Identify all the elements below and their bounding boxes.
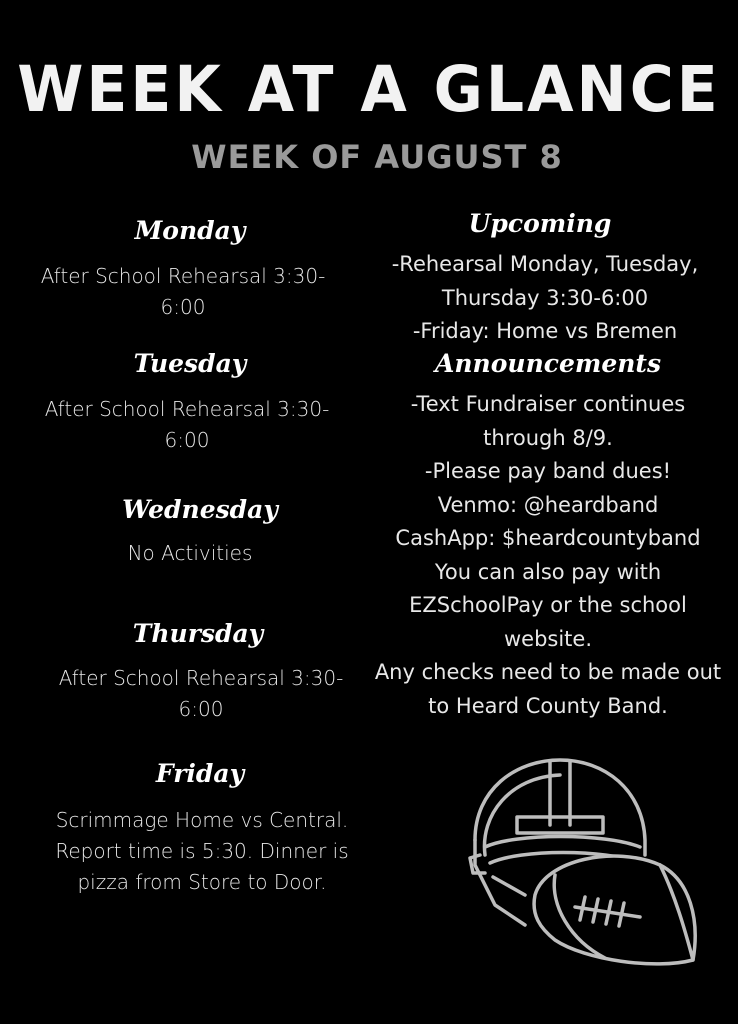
announcement-line: website. — [503, 626, 593, 651]
day-heading-thursday: Thursday — [132, 619, 264, 648]
day-detail-friday: Scrimmage Home vs Central. Report time is 5:30. Dinner is pizza from Store to Door. — [55, 808, 349, 894]
upcoming-heading: Upcoming — [468, 209, 612, 238]
day-heading-wednesday: Wednesday — [122, 495, 278, 524]
announcements-list — [363, 388, 733, 723]
upcoming-line: -Friday: Home vs Bremen — [412, 319, 678, 343]
upcoming-line: Thursday 3:30-6:00 — [441, 285, 649, 310]
announcement-line: CashApp: $heardcountyband — [395, 526, 701, 550]
announcement-line: to Heard County Band. — [428, 693, 668, 718]
football-helmet-icon — [455, 755, 705, 970]
upcoming-line: -Rehearsal Monday, Tuesday, — [391, 252, 699, 276]
day-detail-wednesday: No Activities — [127, 541, 253, 565]
day-detail-thursday: After School Rehearsal 3:30-6:00 — [58, 666, 344, 721]
upcoming-list — [360, 248, 730, 349]
announcement-line: -Please pay band dues! — [424, 459, 672, 483]
day-detail-monday: After School Rehearsal 3:30-6:00 — [40, 264, 326, 319]
announcement-line: Venmo: @heardband — [437, 492, 659, 517]
page-subtitle: WEEK OF AUGUST 8 — [191, 138, 563, 176]
announcements-heading: Announcements — [434, 349, 662, 378]
day-heading-tuesday: Tuesday — [133, 349, 247, 378]
announcement-line: EZSchoolPay or the school — [409, 593, 687, 617]
announcement-line: through 8/9. — [483, 425, 613, 450]
announcement-line: -Text Fundraiser continues — [410, 392, 686, 416]
page-title: WEEK AT A GLANCE — [17, 53, 721, 127]
announcement-line: You can also pay with — [434, 559, 662, 584]
day-detail-tuesday: After School Rehearsal 3:30-6:00 — [44, 397, 330, 452]
football-icon — [534, 856, 695, 964]
announcement-line: Any checks need to be made out — [374, 660, 722, 684]
day-heading-friday: Friday — [155, 759, 245, 788]
day-heading-monday: Monday — [134, 216, 246, 245]
